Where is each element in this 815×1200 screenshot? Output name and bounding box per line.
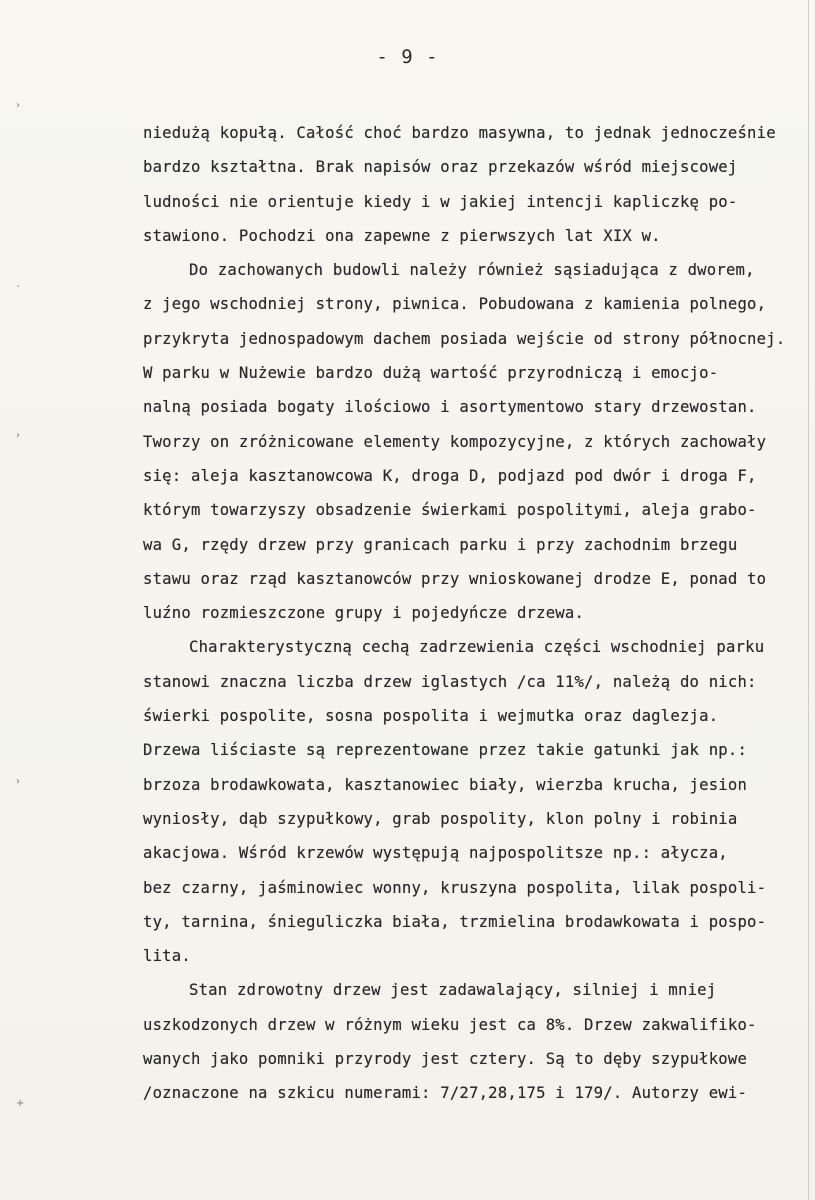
- body-text: [143, 116, 813, 1111]
- text-line: z jego wschodniej strony, piwnica. Pobudowana z kamienia polnego,: [143, 295, 767, 314]
- text-line: ty, tarnina, śnieguliczka biała, trzmielina brodawkowata i pospo-: [143, 912, 767, 931]
- text-line: wyniosły, dąb szypułkowy, grab pospolity, klon polny i robinia: [143, 809, 738, 828]
- text-line: bardzo kształtna. Brak napisów oraz przekazów wśród miejscowej: [143, 158, 738, 177]
- text-line: /oznaczone na szkicu numerami: 7/27,28,175 i 179/. Autorzy ewi-: [143, 1084, 748, 1103]
- text-line: Drzewa liściaste są reprezentowane przez takie gatunki jak np.:: [143, 741, 748, 760]
- margin-mark: ›: [16, 430, 20, 441]
- text-line: niedużą kopułą. Całość choć bardzo masywna, to jednak jednocześnie: [143, 124, 776, 142]
- text-line: świerki pospolite, sosna pospolita i wejmutka oraz daglezja.: [143, 707, 719, 726]
- text-line: którym towarzyszy obsadzenie świerkami pospolitymi, aleja grabo-: [143, 501, 757, 520]
- text-line: brzoza brodawkowata, kasztanowiec biały, wierzba krucha, jesion: [143, 775, 748, 794]
- text-line: wanych jako pomniki przyrody jest cztery. Są to dęby szypułkowe: [143, 1050, 748, 1069]
- text-line: uszkodzonych drzew w różnym wieku jest ca 8%. Drzew zakwalifiko-: [143, 1015, 757, 1034]
- page-number: - 9 -: [376, 46, 439, 68]
- text-line: Do zachowanych budowli należy również sąsiadująca z dworem,: [189, 261, 755, 280]
- text-line: akacjowa. Wśród krzewów występują najpospolitsze np.: ałycza,: [143, 844, 728, 863]
- text-line: ludności nie orientuje kiedy i w jakiej intencji kapliczkę po-: [143, 192, 738, 211]
- margin-mark: ›: [16, 100, 20, 111]
- margin-mark: ˋ: [16, 285, 21, 296]
- text-line: lita.: [143, 947, 191, 966]
- text-line: stanowi znaczna liczba drzew iglastych /ca 11%/, należą do nich:: [143, 672, 757, 691]
- text-line: stawiono. Pochodzi ona zapewne z pierwszych lat XIX w.: [143, 226, 661, 245]
- paragraph: [143, 973, 813, 1110]
- text-line: przykryta jednospadowym dachem posiada wejście od strony północnej.: [143, 329, 786, 348]
- paragraph: [143, 253, 813, 356]
- text-line: luźno rozmieszczone grupy i pojedyńcze drzewa.: [143, 604, 585, 623]
- margin-mark: +: [16, 1098, 25, 1109]
- text-line: stawu oraz rząd kasztanowców przy wnioskowanej drodze E, ponad to: [143, 569, 767, 588]
- paragraph: [143, 630, 813, 973]
- text-line: się: aleja kasztanowcowa K, droga D, podjazd pod dwór i droga F,: [143, 466, 757, 485]
- text-line: Stan zdrowotny drzew jest zadawalający, silniej i mniej: [189, 981, 717, 1000]
- text-line: Tworzy on zróżnicowane elementy kompozycyjne, z których zachowały: [143, 432, 767, 451]
- paragraph: [143, 356, 813, 630]
- text-line: nalną posiada bogaty ilościowo i asortymentowo stary drzewostan.: [143, 398, 757, 417]
- paragraph: [143, 116, 813, 253]
- text-line: bez czarny, jaśminowiec wonny, kruszyna pospolita, lilak pospoli-: [143, 878, 767, 897]
- margin-mark: ›: [16, 776, 20, 787]
- text-line: W parku w Nużewie bardzo dużą wartość przyrodniczą i emocjo-: [143, 364, 719, 383]
- text-line: Charakterystyczną cechą zadrzewienia części wschodniej parku: [189, 638, 765, 657]
- text-line: wa G, rzędy drzew przy granicach parku i przy zachodnim brzegu: [143, 535, 738, 554]
